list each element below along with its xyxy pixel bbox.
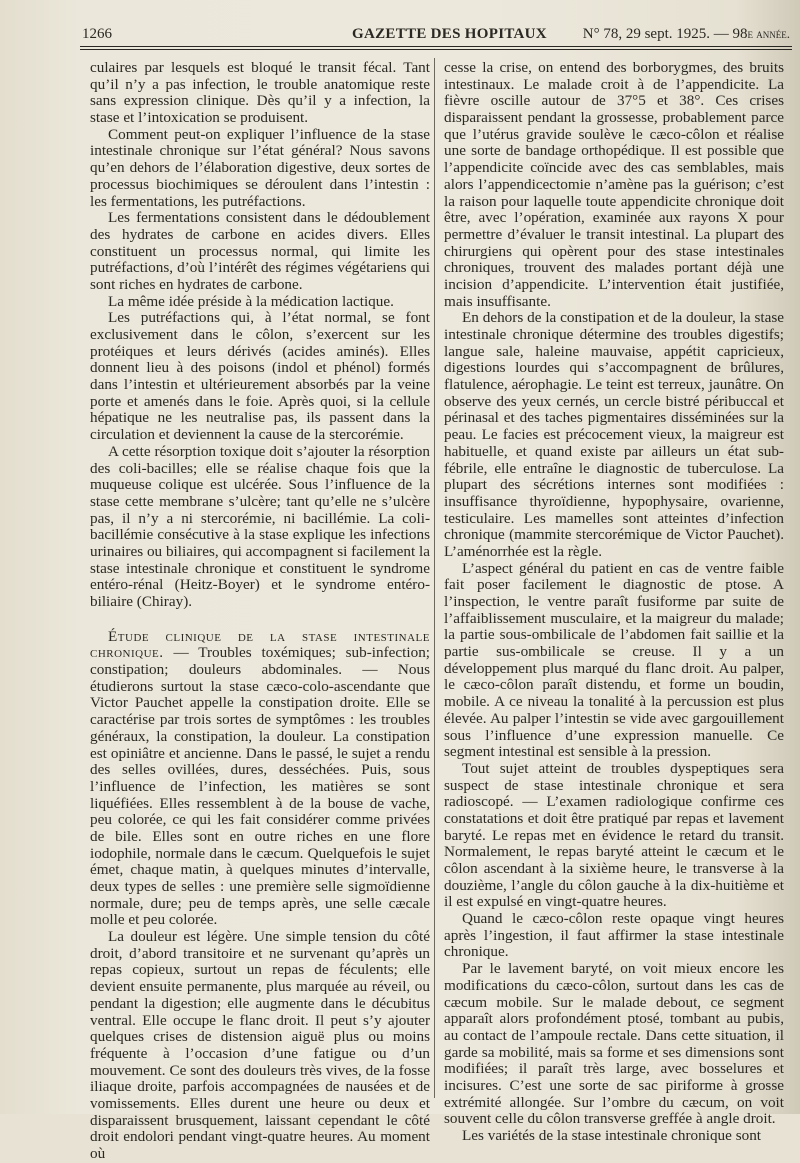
- issue-year-suffix: e année.: [747, 26, 790, 41]
- header-rule: [80, 46, 792, 47]
- journal-title: GAZETTE DES HOPITAUX: [352, 26, 547, 42]
- paragraph: Comment peut-on expliquer l’influence de la stase intestinale chronique sur l’état général? Nous savons qu’en dehors de l’élaboration digestive, deux sortes de processus biochimiques se déroulent dans l’intestin : les fermentations, les putréfactions.: [90, 125, 430, 210]
- issue-date: N° 78, 29 sept. 1925. — 98: [582, 26, 748, 42]
- page-header: [82, 26, 790, 46]
- paragraph: Les fermentations consistent dans le dédoublement des hydrates de carbone en acides divers. Elles constituent un processus normal, qui limite les putréfactions, d’où l’intérêt des régimes végétariens qui sont riches en hydrates de carbone.: [90, 209, 430, 293]
- section-paragraph: [90, 629, 430, 929]
- column-divider: [434, 58, 435, 1098]
- paragraph: En dehors de la constipation et de la douleur, la stase intestinale chronique détermine des troubles digestifs; langue sale, haleine mauvaise, appétit capricieux, digestions lourdes qui s’accompagnent de brûlures, flatulence, aérophagie. Le teint est terreux, jaunâtre. On observe des yeux cernés, un cercle bistré péribuccal et périnasal et des taches pigmentaires disséminées sur la peau. Le facies est précocement vieux, la maigreur est habituelle, et quand existe par ailleurs un état sub-fébrile, elle entraîne le diagnostic de tuberculose. La plupart des sécrétions internes sont modifiées : insuffisance thyroïdienne, hypophysaire, ovarienne, testiculaire. Les mamelles sont atteintes d’infection chronique (mammite stercorémique de Victor Pauchet). L’aménorrhée est la règle.: [444, 309, 784, 560]
- section-text: — Troubles toxémiques; sub-infection; constipation; douleurs abdominales. — Nous étudierons surtout la stase cæco-colo-ascendante que Victor Pauchet appelle la constipation droite. Elle se caractérise par trois sortes de symptômes : les troubles généraux, la constipation, la douleur. La constipation est opiniâtre et ancienne. Dans le passé, le sujet a rendu des selles ovillées, dures, desséchées. Puis, sous l’influence de l’infection, les matières se sont liquéfiées. Elles ressemblent à de la bouse de vache, peu colorée, ce qui les fait considérer comme privées de bile. Elles sont en outre riches en une flore iodophile, normale dans le cæcum. Quelquefois le sujet émet, chaque matin, à quelques minutes d’intervalle, deux types de selles : une première selle sigmoïdienne normale, dure; peu de temps après, une selle cæcale molle et peu colorée.: [90, 644, 431, 929]
- paragraph: Les putréfactions qui, à l’état normal, se font exclusivement dans le côlon, s’exercent sur les protéiques et leurs dérivés (acides aminés). Elles donnent lieu à des poisons (indol et phénol) formés dans l’intestin et ultérieurement absorbés par la veine porte et amenés dans le foie. Après quoi, si la cellule hépatique ne les neutralise pas, ils passent dans la circulation et deviennent la cause de la stercorémie.: [90, 309, 430, 444]
- paragraph: cesse la crise, on entend des borborygmes, des bruits intestinaux. Le malade croit à de l’appendicite. La fièvre oscille autour de 37°5 et 38°. Ces crises disparaissent pendant la grossesse, probablement parce que l’utérus gravide soulève le cæco-côlon et réalise une sorte de bandage orthopédique. Il est possible que l’appendicite coïncide avec des cas semblables, mais alors l’appendicectomie n’amène pas la guérison; c’est la raison pour laquelle toute appendicite chronique doit être, avec l’opération, examinée aux rayons X pour permettre d’évaluer le transit intestinal. La plupart des chirurgiens qui opèrent pour des stase intestinales chroniques, trouvent des malades portant déjà une incision d’appendicite. L’intervention était justifiée, mais insuffisante.: [444, 59, 784, 310]
- paragraph: Par le lavement baryté, on voit mieux encore les modifications du cæco-côlon, surtout dans les cas de cæcum mobile. Sur le malade debout, ce segment apparaît alors profondément ptosé, tombant au pubis, au contact de l’ampoule rectale. Dans cette situation, il garde sa mobilité, mais sa forme et ses dimensions sont modifiées; il paraît très large, avec bosselures et incisures. C’est une sorte de sac piriforme à grosse extrémité allongée. Sur l’ombre du cæcum, on voit souvent celle du côlon transverse greffée à angle droit.: [444, 960, 784, 1128]
- header-rule-thin: [80, 49, 792, 50]
- paragraph: Tout sujet atteint de troubles dyspeptiques sera suspect de stase intestinale chronique et sera radioscopé. — L’examen radiologique confirme ces constatations et doit être pratiqué par repas et lavement baryté. Le repas met en évidence le retard du transit. Normalement, le repas baryté atteint le cæcum et le côlon ascendant à la sixième heure, le transverse à la douzième, l’angle du côlon gauche à la dix-huitième et il est expulsé en vingt-quatre heures.: [444, 759, 784, 911]
- paragraph: La douleur est légère. Une simple tension du côté droit, d’abord transitoire et ne survenant qu’après un repas copieux, surtout un repas de féculents; elle devient ensuite permanente, plus marquée au réveil, ou pendant la digestion; elle augmente dans le décubitus ventral. Elle occupe le flanc droit. Il peut s’y ajouter quelques crises de distension aiguë plus ou moins fréquente à l’occasion d’une fatigue ou d’un mouvement. Ce sont des douleurs très vives, de la fosse iliaque droite, parfois accompagnées de nausées et de vomissements. Elles durent une heure ou deux et disparaissent brusquement, laissant cependant le côté droit endolori pendant vingt-quatre heures. Au moment où: [90, 928, 430, 1162]
- right-column: [444, 60, 784, 1145]
- paragraph: Les variétés de la stase intestinale chronique sont: [462, 1127, 762, 1144]
- paragraph: L’aspect général du patient en cas de ventre faible fait poser facilement le diagnostic de ptose. A l’inspection, le ventre paraît fusiforme par suite de l’affaiblissement musculaire, et la maigreur du malade; la partie sous-ombilicale de l’abdomen fait saillie et la partie sus-ombilicale se creuse. Il y a un développement plus marqué du flanc droit. Au palper, le cæco-côlon paraît distendu, et forme un boudin, mobile. A ce niveau la tonalité à la percussion est plus élevée. Au palper l’intestin se vide avec gargouillement sous l’influence d’une expression manuelle. Ce segment intestinal est sensible à la pression.: [444, 559, 784, 761]
- paragraph: La même idée préside à la médication lactique.: [108, 292, 394, 310]
- issue-info: [583, 26, 790, 43]
- left-column: [90, 60, 430, 1163]
- section-heading: Étude clinique de la stase intestinale chronique.: [90, 627, 430, 662]
- paragraph: culaires par lesquels est bloqué le transit fécal. Tant qu’il n’y a pas infection, le trouble anatomique reste sans expression clinique. Dès qu’il y a infection, la stase et l’intoxication se produisent.: [90, 59, 430, 127]
- page-number: 1266: [82, 26, 112, 42]
- paragraph: A cette résorption toxique doit s’ajouter la résorption des coli-bacilles; elle se réalise chaque fois que la muqueuse colique est ulcérée. Sous l’influence de la stase cette membrane s’ulcère; tant qu’elle ne s’ulcère pas, il n’y a ni stercorémie, ni bacillémie. La coli-bacillémie consécutive à la stase explique les infections urinaires ou biliaires, qui accompagnent si facilement la stase intestinale chronique et constituent le syndrome entéro-rénal (Heitz-Boyer) et le syndrome entéro-biliaire (Chiray).: [90, 442, 430, 610]
- paragraph: Quand le cæco-côlon reste opaque vingt heures après l’ingestion, il faut affirmer la stase intestinale chronique.: [444, 910, 784, 961]
